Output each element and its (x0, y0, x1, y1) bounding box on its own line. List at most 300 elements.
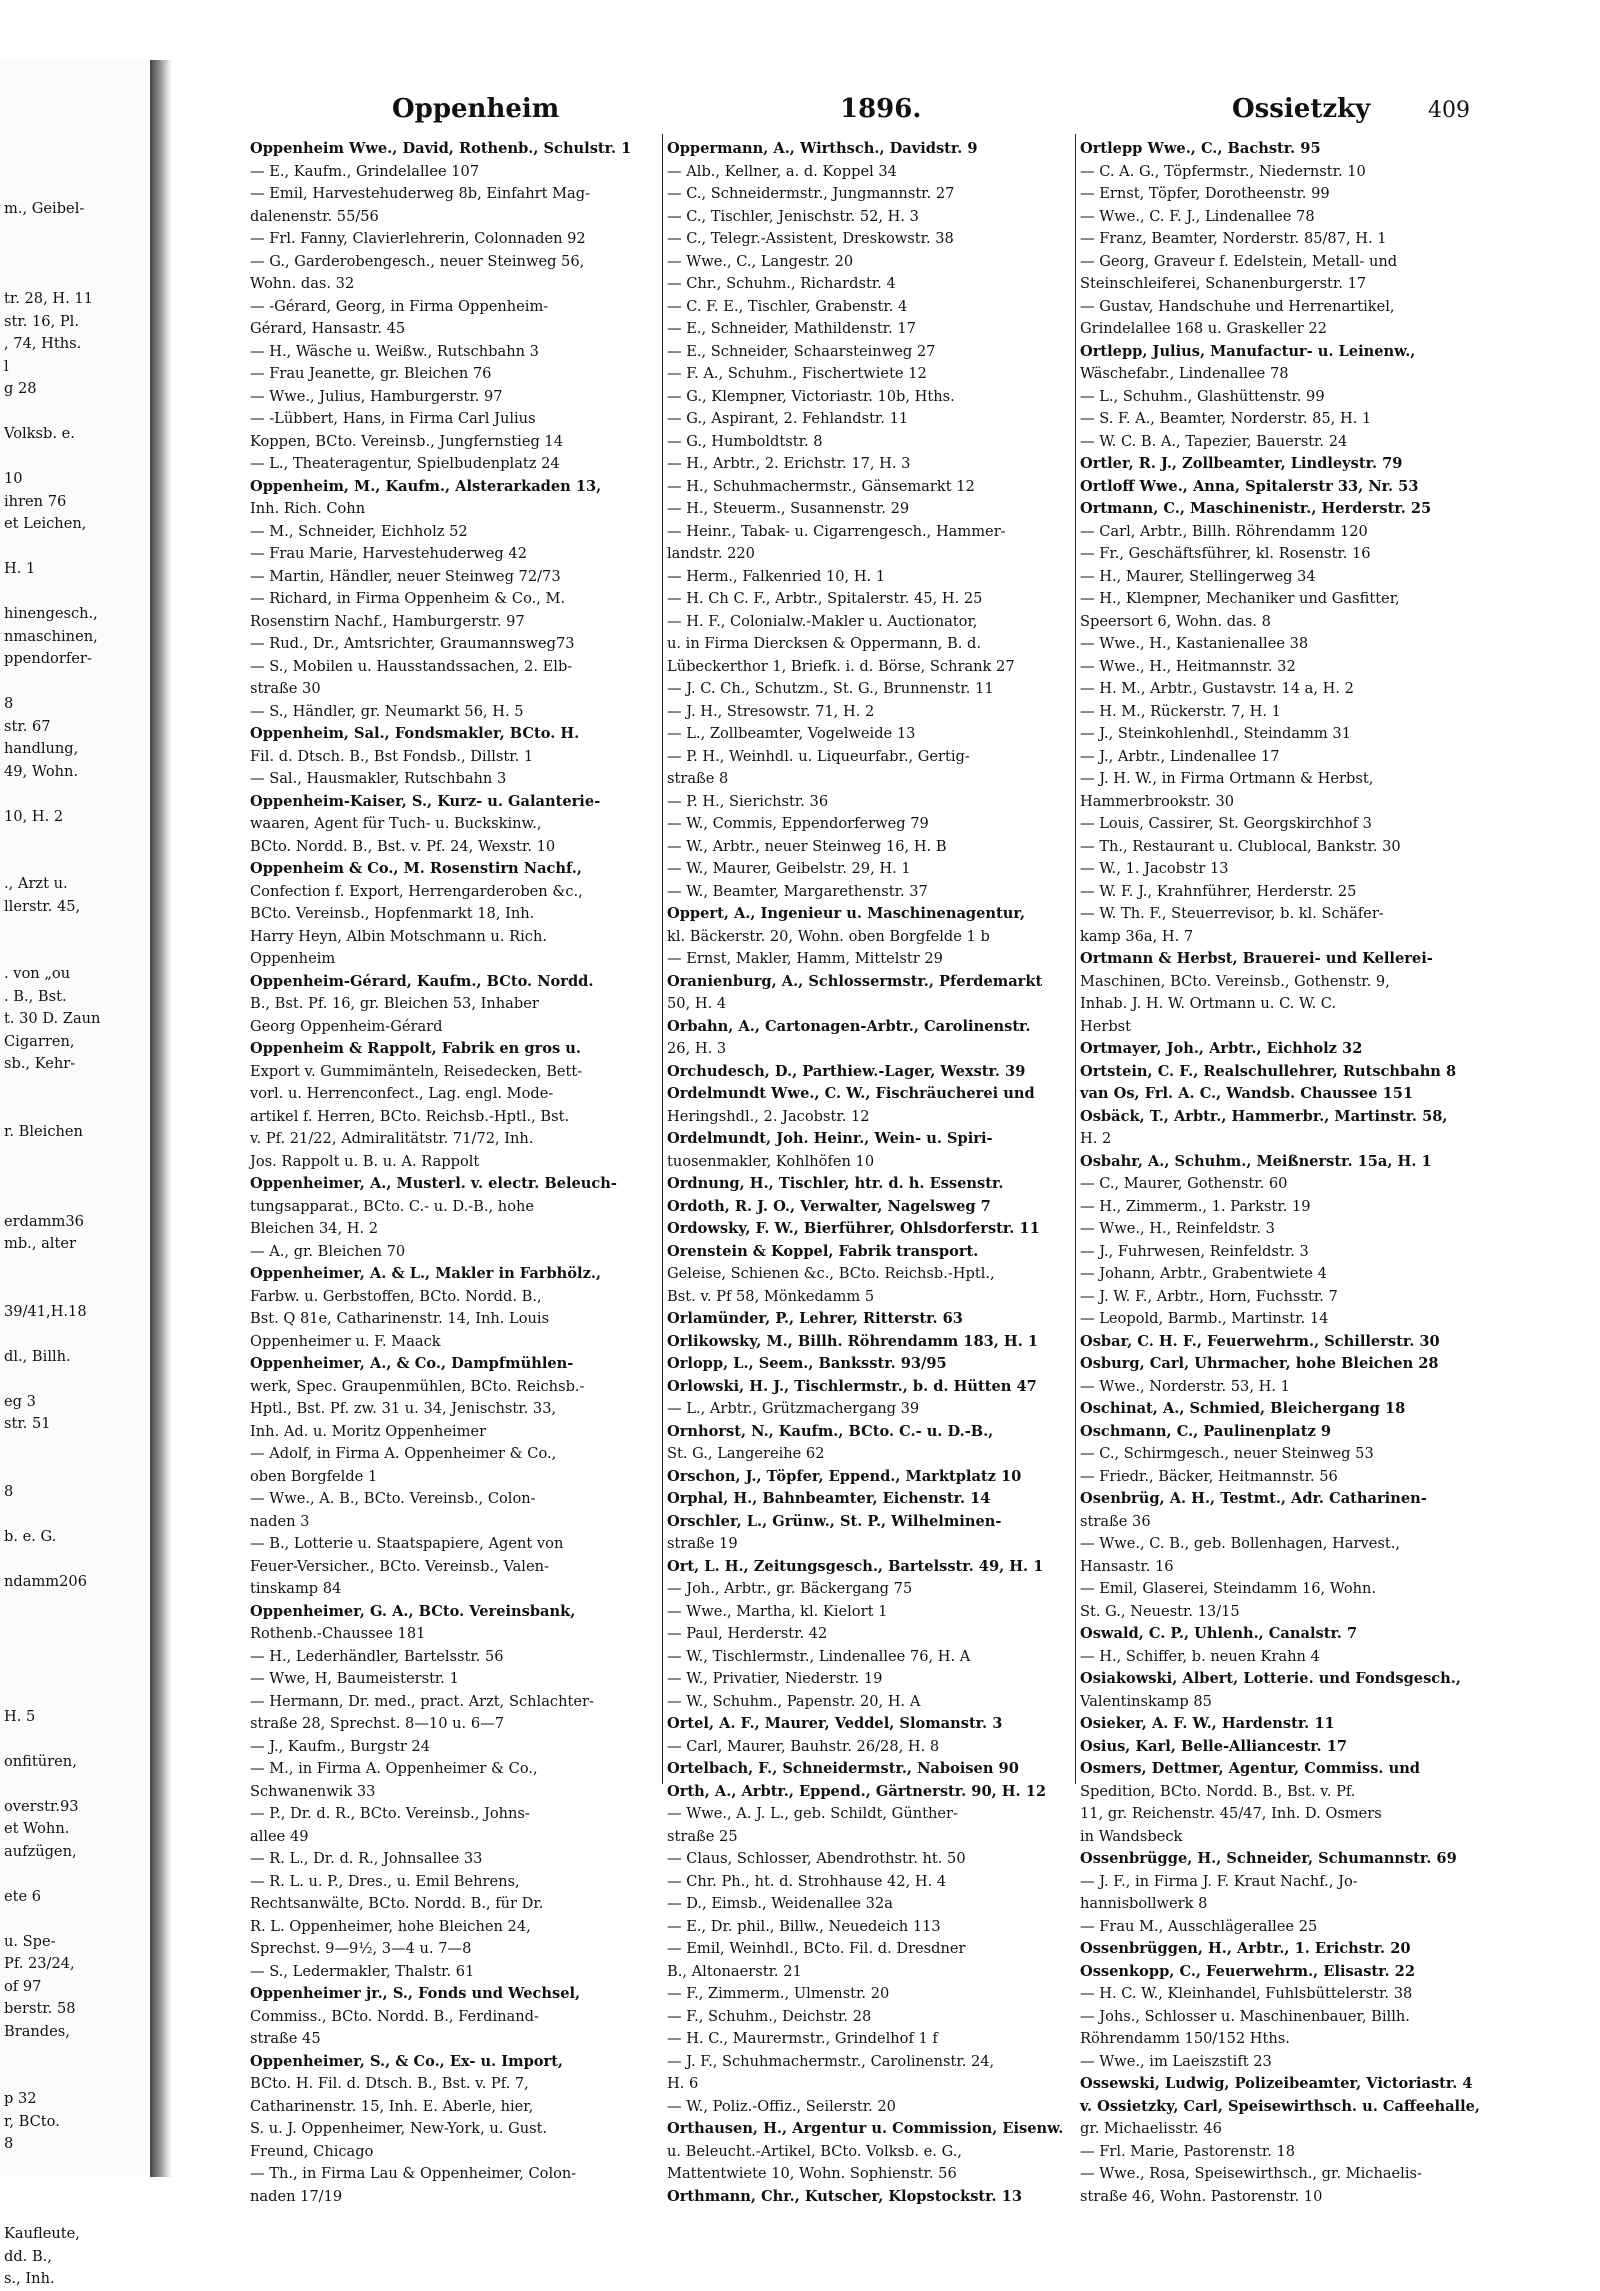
directory-line: Gérard, Hansastr. 45 (250, 320, 406, 337)
directory-line: — H. F., Colonialw.-Makler u. Auctionator, (667, 612, 978, 630)
directory-line: — Emil, Glaserei, Steindamm 16, Wohn. (1080, 1580, 1377, 1597)
directory-line: tr. 28, H. 11 (4, 290, 93, 307)
directory-line: — Fr., Geschäftsführer, kl. Rosenstr. 16 (1080, 545, 1371, 562)
directory-line: Volksb. e. (4, 425, 75, 442)
directory-line: dalenenstr. 55/56 (250, 207, 379, 225)
directory-line: — E., Dr. phil., Billw., Neuedeich 113 (667, 1917, 941, 1935)
directory-line: — W. Th. F., Steuerrevisor, b. kl. Schäfer- (1080, 905, 1384, 922)
directory-line: — F. A., Schuhm., Fischertwiete 12 (667, 365, 927, 382)
directory-line: — Herm., Falkenried 10, H. 1 (667, 567, 886, 585)
directory-line: — H. C., Maurermstr., Grindelhof 1 f (667, 2030, 938, 2047)
directory-line: — F., Schuhm., Deichstr. 28 (667, 2007, 872, 2025)
directory-line: H. 1 (4, 560, 36, 577)
directory-line: str. 67 (4, 717, 51, 735)
directory-line: — J., Kaufm., Burgstr 24 (250, 1737, 431, 1755)
directory-line (4, 1548, 144, 1571)
directory-line: — H., Arbtr., 2. Erichstr. 17, H. 3 (667, 455, 911, 472)
directory-line: — Wwe., Julius, Hamburgerstr. 97 (250, 387, 503, 405)
directory-line: Spedition, BCto. Nordd. B., Bst. v. Pf. (1080, 1782, 1356, 1800)
directory-line: — E., Schneider, Schaarsteinweg 27 (667, 342, 936, 360)
directory-line: — J., Steinkohlenhdl., Steindamm 31 (1080, 725, 1351, 742)
directory-line (4, 1616, 144, 1639)
directory-line: naden 17/19 (250, 2187, 343, 2205)
directory-line: — Wwe., C. F. J., Lindenallee 78 (1080, 207, 1315, 225)
directory-line: — Heinr., Tabak- u. Cigarrengesch., Hammer- (667, 522, 1006, 540)
directory-line: 11, gr. Reichenstr. 45/47, Inh. D. Osmers (1080, 1805, 1382, 1822)
directory-line: — Wwe., C., Langestr. 20 (667, 252, 854, 270)
directory-line: Inhab. J. H. W. Ortmann u. C. W. C. (1080, 995, 1337, 1012)
directory-line: Export v. Gummimänteln, Reisedecken, Bett- (250, 1062, 583, 1080)
directory-line: m., Geibel- (4, 200, 85, 217)
directory-line: Ordnung, H., Tischler, htr. d. h. Essenstr. (667, 1175, 1004, 1192)
directory-line: g 28 (4, 380, 37, 397)
directory-line: v. Pf. 21/22, Admiralitätstr. 71/72, Inh. (250, 1130, 534, 1147)
previous-page-edge (0, 60, 150, 2287)
directory-line: Ordowsky, F. W., Bierführer, Ohlsdorferstr. 11 (667, 1220, 1040, 1237)
directory-line: nmaschinen, (4, 627, 98, 645)
directory-line: — H., Schiffer, b. neuen Krahn 4 (1080, 1647, 1320, 1665)
directory-line (4, 401, 144, 424)
directory-line: Oppenheimer, G. A., BCto. Vereinsbank, (250, 1602, 576, 1620)
directory-line: Pf. 23/24, (4, 1955, 75, 1972)
directory-line: — Louis, Cassirer, St. Georgskirchhof 3 (1080, 815, 1372, 832)
directory-line: — Martin, Händler, neuer Steinweg 72/73 (250, 567, 561, 585)
directory-line (4, 1661, 144, 1684)
directory-line: Oschmann, C., Paulinenplatz 9 (1080, 1422, 1332, 1440)
page-number: 409 (1428, 98, 1470, 123)
directory-line: — Emil, Harvestehuderweg 8b, Einfahrt Mag- (250, 185, 590, 202)
directory-line: Oppenheim-Gérard, Kaufm., BCto. Nordd. (250, 972, 594, 990)
directory-line: of 97 (4, 1977, 42, 1995)
directory-line: Orthausen, H., Argentur u. Commission, Eisenw. (667, 2120, 1064, 2137)
directory-line: — H., Zimmerm., 1. Parkstr. 19 (1080, 1197, 1311, 1215)
directory-line: — W., Maurer, Geibelstr. 29, H. 1 (667, 860, 911, 877)
directory-line: Bst. v. Pf 58, Mönkedamm 5 (667, 1287, 875, 1305)
directory-line: Oppenheim Wwe., David, Rothenb., Schulstr. 1 (250, 140, 632, 157)
directory-line: l (4, 357, 9, 375)
directory-line: Wäschefabr., Lindenallee 78 (1080, 365, 1289, 382)
directory-line: Osieker, A. F. W., Hardenstr. 11 (1080, 1715, 1335, 1732)
directory-line (4, 1188, 144, 1211)
directory-line (4, 536, 144, 559)
directory-line: — J. C. Ch., Schutzm., St. G., Brunnenstr. 11 (667, 680, 994, 697)
directory-line: , 74, Hths. (4, 335, 82, 352)
directory-line: in Wandsbeck (1080, 1827, 1183, 1845)
directory-line: Georg Oppenheim-Gérard (250, 1017, 443, 1035)
directory-line (4, 1863, 144, 1886)
directory-line: Orphal, H., Bahnbeamter, Eichenstr. 14 (667, 1490, 991, 1507)
running-header-left: Oppenheim (392, 94, 560, 124)
directory-line: str. 16, Pl. (4, 312, 79, 330)
directory-line: — H., Lederhändler, Bartelsstr. 56 (250, 1647, 504, 1665)
directory-line: H. 5 (4, 1707, 36, 1725)
directory-line: Schwanenwik 33 (250, 1782, 376, 1800)
directory-line: Ort, L. H., Zeitungsgesch., Bartelsstr. 49, H. 1 (667, 1557, 1044, 1575)
directory-line: Oschinat, A., Schmied, Bleichergang 18 (1080, 1400, 1406, 1417)
directory-line: ete 6 (4, 1887, 42, 1905)
directory-line: — Leopold, Barmb., Martinstr. 14 (1080, 1310, 1329, 1327)
directory-line: — J. H., Stresowstr. 71, H. 2 (667, 702, 875, 720)
directory-line: — J., Arbtr., Lindenallee 17 (1080, 747, 1280, 765)
directory-line (4, 1323, 144, 1346)
directory-line: tungsapparat., BCto. C.- u. D.-B., hohe (250, 1197, 535, 1215)
directory-line: Osbar, C. H. F., Feuerwehrm., Schillerstr. 30 (1080, 1332, 1440, 1350)
directory-line: — D., Eimsb., Weidenallee 32a (667, 1895, 893, 1912)
directory-line: Kaufleute, (4, 2225, 80, 2242)
directory-line: Cigarren, (4, 1032, 75, 1050)
directory-line: — -Lübbert, Hans, in Firma Carl Julius (250, 410, 536, 427)
directory-line: Ordoth, R. J. O., Verwalter, Nagelsweg 7 (667, 1197, 991, 1215)
directory-line: llerstr. 45, (4, 897, 81, 915)
directory-line: — S., Händler, gr. Neumarkt 56, H. 5 (250, 702, 524, 720)
directory-line: Feuer-Versicher., BCto. Vereinsb., Valen- (250, 1557, 549, 1575)
directory-line: 49, Wohn. (4, 762, 79, 780)
directory-line: — C., Schneidermstr., Jungmannstr. 27 (667, 185, 955, 202)
directory-line: — W., 1. Jacobstr 13 (1080, 860, 1229, 877)
directory-line: Hammerbrookstr. 30 (1080, 792, 1235, 810)
directory-line: — H. M., Arbtr., Gustavstr. 14 a, H. 2 (1080, 680, 1354, 697)
directory-line: berstr. 58 (4, 2000, 76, 2017)
directory-line: Rechtsanwälte, BCto. Nordd. B., für Dr. (250, 1895, 544, 1912)
directory-line: — F., Zimmerm., Ulmenstr. 20 (667, 1985, 890, 2002)
directory-line: — H., Klempner, Mechaniker und Gasfitter, (1080, 590, 1400, 607)
directory-line: Heringshdl., 2. Jacobstr. 12 (667, 1107, 870, 1125)
directory-line: — Ernst, Töpfer, Dorotheenstr. 99 (1080, 185, 1330, 202)
directory-line: Oppenheimer u. F. Maack (250, 1332, 441, 1350)
directory-line: Oppenheim-Kaiser, S., Kurz- u. Galanterie- (250, 792, 601, 810)
directory-line (4, 671, 144, 694)
directory-line (4, 581, 144, 604)
directory-line: — H., Wäsche u. Weißw., Rutschbahn 3 (250, 342, 539, 360)
directory-line: Confection f. Export, Herrengarderoben &c., (250, 882, 583, 900)
directory-line (4, 2156, 144, 2179)
directory-line: — Wwe., H., Reinfeldstr. 3 (1080, 1220, 1275, 1237)
directory-line: hinengesch., (4, 605, 98, 622)
directory-line: Orlikowsky, M., Billh. Röhrendamm 183, H. 1 (667, 1332, 1039, 1350)
directory-line: straße 46, Wohn. Pastorenstr. 10 (1080, 2187, 1323, 2205)
directory-line: — H., Maurer, Stellingerweg 34 (1080, 567, 1316, 585)
directory-line: 8 (4, 1482, 14, 1500)
directory-line (4, 266, 144, 289)
directory-line: — Frau M., Ausschlägerallee 25 (1080, 1917, 1318, 1935)
directory-line: dl., Billh. (4, 1347, 71, 1365)
directory-line: — Chr. Ph., ht. d. Strohhause 42, H. 4 (667, 1872, 947, 1890)
directory-line: Ortloff Wwe., Anna, Spitalerstr 33, Nr. 53 (1080, 477, 1419, 495)
directory-line: straße 45 (250, 2030, 321, 2047)
directory-line: — M., in Firma A. Oppenheimer & Co., (250, 1760, 538, 1777)
directory-line: kamp 36a, H. 7 (1080, 927, 1194, 945)
directory-line: 50, H. 4 (667, 995, 727, 1012)
directory-line: — Gustav, Handschuhe und Herrenartikel, (1080, 297, 1395, 315)
directory-line (4, 1773, 144, 1796)
directory-line: Grindelallee 168 u. Graskeller 22 (1080, 320, 1327, 337)
directory-line: S. u. J. Oppenheimer, New-York, u. Gust. (250, 2120, 548, 2137)
directory-line (4, 1256, 144, 1279)
directory-line: Bleichen 34, H. 2 (250, 1220, 379, 1237)
directory-line: Wohn. das. 32 (250, 275, 355, 292)
directory-line: Maschinen, BCto. Vereinsb., Gothenstr. 9, (1080, 972, 1390, 990)
directory-line: — L., Arbtr., Grützmachergang 39 (667, 1400, 920, 1417)
directory-line (4, 221, 144, 244)
directory-line: Ortstein, C. F., Realschullehrer, Rutschbahn 8 (1080, 1062, 1457, 1080)
directory-line (4, 1166, 144, 1189)
directory-line: Orchudesch, D., Parthiew.-Lager, Wexstr. 39 (667, 1062, 1026, 1080)
directory-line: — Frau Jeanette, gr. Bleichen 76 (250, 365, 492, 382)
directory-line: Jos. Rappolt u. B. u. A. Rappolt (250, 1152, 480, 1170)
directory-line: — Rud., Dr., Amtsrichter, Graumannsweg73 (250, 635, 575, 652)
directory-line (4, 851, 144, 874)
directory-line: — W. C. B. A., Tapezier, Bauerstr. 24 (1080, 432, 1348, 450)
directory-line: — C., Tischler, Jenischstr. 52, H. 3 (667, 207, 919, 225)
directory-line: Orlopp, L., Seem., Banksstr. 93/95 (667, 1355, 947, 1372)
directory-line: — Wwe., C. B., geb. Bollenhagen, Harvest., (1080, 1535, 1400, 1552)
directory-line: BCto. H. Fil. d. Dtsch. B., Bst. v. Pf. 7, (250, 2075, 529, 2092)
directory-line: Ornhorst, N., Kaufm., BCto. C.- u. D.-B., (667, 1422, 994, 1440)
directory-line: — S., Mobilen u. Hausstandssachen, 2. Elb- (250, 657, 573, 675)
directory-line: — Ernst, Makler, Hamm, Mittelstr 29 (667, 950, 943, 967)
directory-line: R. L. Oppenheimer, hohe Bleichen 24, (250, 1917, 531, 1935)
directory-line: — C., Schirmgesch., neuer Steinweg 53 (1080, 1445, 1374, 1462)
directory-line: — Wwe., A. B., BCto. Vereinsb., Colon- (250, 1490, 536, 1507)
directory-line: — Wwe, H, Baumeisterstr. 1 (250, 1670, 459, 1687)
directory-line: — Chr., Schuhm., Richardstr. 4 (667, 275, 896, 292)
directory-line: H. 2 (1080, 1130, 1112, 1147)
directory-line: Catharinenstr. 15, Inh. E. Aberle, hier, (250, 2097, 534, 2115)
directory-line: — L., Zollbeamter, Vogelweide 13 (667, 725, 916, 742)
book-gutter (150, 60, 172, 2177)
directory-line: — Friedr., Bäcker, Heitmannstr. 56 (1080, 1467, 1338, 1485)
directory-line: Harry Heyn, Albin Motschmann u. Rich. (250, 927, 547, 945)
directory-line: — C., Maurer, Gothenstr. 60 (1080, 1175, 1288, 1192)
directory-line: Ordelmundt Wwe., C. W., Fischräucherei und (667, 1085, 1035, 1102)
directory-line: — M., Schneider, Eichholz 52 (250, 522, 468, 540)
directory-line: Osbäck, T., Arbtr., Hammerbr., Martinstr. 58, (1080, 1107, 1448, 1125)
directory-line: Orschler, L., Grünw., St. P., Wilhelminen- (667, 1512, 1002, 1530)
directory-line: erdamm36 (4, 1212, 84, 1230)
directory-line: Ortmann & Herbst, Brauerei- und Kellerei- (1080, 950, 1433, 967)
directory-line: — J. F., in Firma J. F. Kraut Nachf., Jo- (1080, 1872, 1358, 1890)
directory-line: — J., Fuhrwesen, Reinfeldstr. 3 (1080, 1242, 1309, 1260)
directory-line: Commiss., BCto. Nordd. B., Ferdinand- (250, 2007, 539, 2025)
directory-line: straße 36 (1080, 1512, 1151, 1530)
directory-line: kl. Bäckerstr. 20, Wohn. oben Borgfelde 1 b (667, 927, 990, 945)
directory-line: straße 28, Sprechst. 8—10 u. 6—7 (250, 1715, 504, 1732)
directory-line: mb., alter (4, 1235, 76, 1252)
directory-line (4, 1503, 144, 1526)
directory-line: — Joh., Arbtr., gr. Bäckergang 75 (667, 1580, 913, 1597)
directory-line: onfitüren, (4, 1752, 77, 1770)
directory-line: handlung, (4, 740, 79, 757)
directory-line: Ortler, R. J., Zollbeamter, Lindleystr. 79 (1080, 455, 1403, 472)
directory-line: Röhrendamm 150/152 Hths. (1080, 2030, 1290, 2047)
directory-line: Farbw. u. Gerbstoffen, BCto. Nordd. B., (250, 1287, 542, 1305)
directory-line: 39/41,H.18 (4, 1302, 87, 1320)
directory-line: ., Arzt u. (4, 875, 68, 892)
directory-line: Orenstein & Koppel, Fabrik transport. (667, 1242, 979, 1260)
directory-line: — P. H., Sierichstr. 36 (667, 792, 829, 810)
directory-line: — Georg, Graveur f. Edelstein, Metall- und (1080, 252, 1398, 270)
directory-line (4, 1683, 144, 1706)
directory-line: — S., Ledermakler, Thalstr. 61 (250, 1962, 475, 1980)
directory-line: Rothenb.-Chaussee 181 (250, 1625, 426, 1642)
directory-line: Oppenheimer, A. & L., Makler in Farbhölz., (250, 1265, 602, 1282)
directory-line: Osbahr, A., Schuhm., Meißnerstr. 15a, H. 1 (1080, 1152, 1432, 1170)
directory-line (4, 1368, 144, 1391)
directory-line: Hptl., Bst. Pf. zw. 31 u. 34, Jenischstr. 33, (250, 1400, 557, 1417)
directory-line: — E., Kaufm., Grindelallee 107 (250, 162, 480, 180)
directory-line (4, 828, 144, 851)
directory-line: Ortmann, C., Maschinenistr., Herderstr. 25 (1080, 500, 1432, 517)
directory-line: — Alb., Kellner, a. d. Koppel 34 (667, 162, 897, 180)
directory-line (4, 2043, 144, 2066)
directory-line: 10, H. 2 (4, 807, 64, 825)
directory-line: — L., Schuhm., Glashüttenstr. 99 (1080, 387, 1325, 405)
directory-line: Orth, A., Arbtr., Eppend., Gärtnerstr. 90, H. 12 (667, 1782, 1047, 1800)
directory-line: Oppenheimer, A., & Co., Dampfmühlen- (250, 1355, 574, 1372)
directory-line: u. Spe- (4, 1932, 56, 1950)
directory-line (4, 1098, 144, 1121)
directory-line: Orbahn, A., Cartonagen-Arbtr., Carolinenstr. (667, 1017, 1031, 1035)
directory-line: — H. M., Rückerstr. 7, H. 1 (1080, 702, 1281, 720)
directory-line: — R. L. u. P., Dres., u. Emil Behrens, (250, 1872, 520, 1890)
directory-line: Oppenheim, M., Kaufm., Alsterarkaden 13, (250, 477, 602, 495)
directory-line: et Wohn. (4, 1820, 70, 1837)
directory-line: — Paul, Herderstr. 42 (667, 1625, 828, 1642)
directory-line (4, 783, 144, 806)
directory-line: — W., Privatier, Niederstr. 19 (667, 1670, 883, 1687)
directory-line: Speersort 6, Wohn. das. 8 (1080, 612, 1271, 630)
directory-line: Hansastr. 16 (1080, 1557, 1174, 1575)
directory-line: — G., Aspirant, 2. Fehlandstr. 11 (667, 410, 909, 427)
directory-line: — Claus, Schlosser, Abendrothstr. ht. 50 (667, 1850, 966, 1867)
directory-line: sb., Kehr- (4, 1055, 76, 1072)
directory-line: — Frau Marie, Harvestehuderweg 42 (250, 545, 527, 562)
directory-line: — J. H. W., in Firma Ortmann & Herbst, (1080, 770, 1374, 787)
directory-line: Osenbrüg, A. H., Testmt., Adr. Catharinen- (1080, 1490, 1427, 1507)
directory-line (4, 1278, 144, 1301)
directory-line: — J. F., Schuhmachermstr., Carolinenstr. 24, (667, 2052, 995, 2070)
directory-line: Lübeckerthor 1, Briefk. i. d. Börse, Schrank 27 (667, 657, 1015, 675)
directory-line: Inh. Rich. Cohn (250, 500, 366, 517)
directory-line: — R. L., Dr. d. R., Johnsallee 33 (250, 1850, 483, 1867)
directory-line: — G., Humboldtstr. 8 (667, 432, 823, 450)
directory-line: — H., Schuhmachermstr., Gänsemarkt 12 (667, 477, 975, 495)
directory-line: Ortelbach, F., Schneidermstr., Naboisen 90 (667, 1760, 1019, 1777)
directory-line: naden 3 (250, 1512, 310, 1530)
directory-line (4, 2066, 144, 2089)
directory-line: — Wwe., H., Heitmannstr. 32 (1080, 657, 1296, 675)
directory-line: Bst. Q 81e, Catharinenstr. 14, Inh. Louis (250, 1310, 550, 1327)
directory-column-3 (1080, 138, 1500, 2208)
directory-column-2 (667, 138, 1077, 2208)
directory-line: — C., Telegr.-Assistent, Dreskowstr. 38 (667, 230, 954, 247)
directory-line: Orlamünder, P., Lehrer, Ritterstr. 63 (667, 1310, 963, 1327)
directory-line: Ortlepp Wwe., C., Bachstr. 95 (1080, 140, 1321, 157)
directory-line: — Johs., Schlosser u. Maschinenbauer, Billh. (1080, 2007, 1410, 2025)
directory-line: vorl. u. Herrenconfect., Lag. engl. Mode- (250, 1085, 554, 1102)
directory-line: — E., Schneider, Mathildenstr. 17 (667, 320, 916, 337)
directory-line: Mattentwiete 10, Wohn. Sophienstr. 56 (667, 2165, 957, 2182)
directory-line: Orschon, J., Töpfer, Eppend., Marktplatz 10 (667, 1467, 1022, 1485)
directory-line: BCto. Nordd. B., Bst. v. Pf. 24, Wexstr. 10 (250, 837, 556, 855)
directory-line: — L., Theateragentur, Spielbudenplatz 24 (250, 455, 560, 472)
directory-line: — Richard, in Firma Oppenheim & Co., M. (250, 590, 566, 607)
directory-line: — H. Ch C. F., Arbtr., Spitalerstr. 45, H. 25 (667, 590, 983, 607)
directory-line: Oppermann, A., Wirthsch., Davidstr. 9 (667, 140, 978, 157)
directory-line: — W., Poliz.-Offiz., Seilerstr. 20 (667, 2097, 896, 2115)
directory-line: gr. Michaelisstr. 46 (1080, 2120, 1222, 2137)
directory-line: BCto. Vereinsb., Hopfenmarkt 18, Inh. (250, 905, 535, 922)
directory-column-1 (250, 138, 660, 2208)
directory-line: Oppenheimer jr., S., Fonds und Wechsel, (250, 1985, 581, 2002)
directory-line: Brandes, (4, 2022, 70, 2040)
left-page-fragment (4, 198, 144, 2291)
directory-line: r. Bleichen (4, 1122, 83, 1140)
directory-line: — P., Dr. d. R., BCto. Vereinsb., Johns- (250, 1805, 530, 1822)
directory-line: tuosenmakler, Kohlhöfen 10 (667, 1152, 875, 1170)
directory-line: — H. C. W., Kleinhandel, Fuhlsbüttelerstr. 38 (1080, 1985, 1413, 2002)
directory-line: Ortmayer, Joh., Arbtr., Eichholz 32 (1080, 1040, 1363, 1057)
directory-line: r, BCto. (4, 2112, 60, 2130)
directory-line: — Carl, Maurer, Bauhstr. 26/28, H. 8 (667, 1737, 940, 1755)
directory-line: — -Gérard, Georg, in Firma Oppenheim- (250, 297, 549, 315)
directory-line: dd. B., (4, 2247, 52, 2265)
directory-line: Valentinskamp 85 (1080, 1692, 1212, 1710)
directory-line: Orlowski, H. J., Tischlermstr., b. d. Hütten 47 (667, 1377, 1037, 1395)
directory-line: Sprechst. 9—9½, 3—4 u. 7—8 (250, 1940, 472, 1957)
directory-line (4, 1436, 144, 1459)
directory-line: Osmers, Dettmer, Agentur, Commiss. und (1080, 1760, 1421, 1777)
directory-line: — W., Schuhm., Papenstr. 20, H. A (667, 1692, 921, 1710)
directory-line: — G., Klempner, Victoriastr. 10b, Hths. (667, 387, 955, 405)
directory-line: allee 49 (250, 1827, 309, 1845)
directory-line (4, 1143, 144, 1166)
directory-line: ihren 76 (4, 492, 67, 510)
directory-line: — W., Tischlermstr., Lindenallee 76, H. A (667, 1647, 971, 1665)
directory-line: u. Beleucht.-Artikel, BCto. Volksb. e. G., (667, 2142, 962, 2160)
directory-line: Ortlepp, Julius, Manufactur- u. Leinenw., (1080, 342, 1416, 360)
directory-line: — Johann, Arbtr., Grabentwiete 4 (1080, 1265, 1327, 1282)
directory-line: — Wwe., Norderstr. 53, H. 1 (1080, 1377, 1290, 1395)
directory-line: Oppenheim, Sal., Fondsmakler, BCto. H. (250, 725, 580, 742)
directory-line (4, 1638, 144, 1661)
directory-line (4, 941, 144, 964)
directory-line: H. 6 (667, 2075, 699, 2092)
directory-line: Osburg, Carl, Uhrmacher, hohe Bleichen 28 (1080, 1355, 1439, 1372)
running-header-year: 1896. (840, 94, 922, 124)
directory-line (4, 1908, 144, 1931)
directory-line: — A., gr. Bleichen 70 (250, 1242, 406, 1260)
directory-line: Oppenheim & Co., M. Rosenstirn Nachf., (250, 860, 582, 877)
directory-line: aufzügen, (4, 1842, 77, 1860)
directory-line: Fil. d. Dtsch. B., Bst Fondsb., Dillstr. 1 (250, 747, 534, 765)
directory-line: — Emil, Weinhdl., BCto. Fil. d. Dresdner (667, 1940, 966, 1957)
directory-line: straße 30 (250, 680, 321, 697)
directory-line (4, 2201, 144, 2224)
directory-line (4, 2178, 144, 2201)
directory-line: ndamm206 (4, 1572, 87, 1590)
directory-line (4, 1728, 144, 1751)
directory-line: . von „ou (4, 965, 71, 982)
directory-line: — W., Arbtr., neuer Steinweg 16, H. B (667, 837, 947, 855)
directory-line: Oppert, A., Ingenieur u. Maschinenagentur, (667, 905, 1026, 922)
directory-line: Freund, Chicago (250, 2142, 374, 2160)
directory-line: — B., Lotterie u. Staatspapiere, Agent von (250, 1535, 564, 1552)
directory-line: werk, Spec. Graupenmühlen, BCto. Reichsb.- (250, 1377, 585, 1395)
directory-line: Oppenheimer, S., & Co., Ex- u. Import, (250, 2052, 564, 2070)
directory-line: Orthmann, Chr., Kutscher, Klopstockstr. 13 (667, 2187, 1022, 2205)
directory-line: — Wwe., H., Kastanienallee 38 (1080, 635, 1309, 652)
